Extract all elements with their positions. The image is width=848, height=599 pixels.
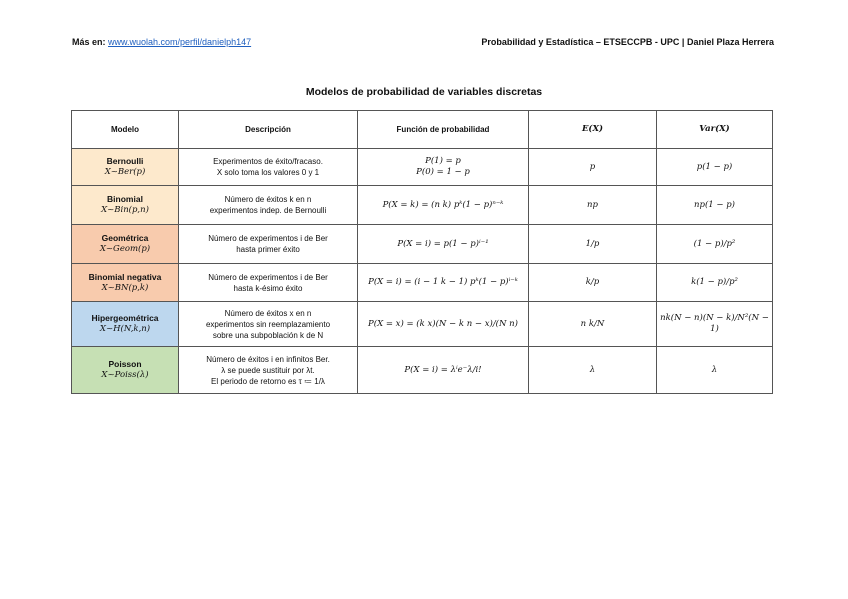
model-notation: X~Poiss(λ) (101, 370, 149, 380)
profile-link[interactable]: www.wuolah.com/perfil/danielph147 (108, 37, 252, 47)
variance-cell: k(1 − p)/p² (657, 264, 773, 302)
pmf-line: P(0) = 1 − p (416, 167, 470, 177)
description-line: Número de éxitos i en infinitos Ber. (206, 354, 330, 364)
col-header-mean: E(X) (529, 111, 657, 149)
table-row (72, 302, 773, 347)
description-line: hasta k-ésimo éxito (233, 283, 303, 293)
model-name: Hipergeométrica (91, 313, 159, 323)
mean-cell: 1/p (529, 225, 657, 264)
description-cell (179, 264, 358, 302)
header-more-prefix: Más en: (72, 37, 109, 47)
description-cell (179, 347, 358, 394)
description-line: X solo toma los valores 0 y 1 (216, 168, 320, 177)
description-line: Experimentos de éxito/fracaso. (213, 157, 323, 166)
col-header-description: Descripción (179, 111, 358, 149)
mean-cell: k/p (529, 264, 657, 302)
description-line: El periodo de retorno es τ ≔ 1/λ (211, 376, 325, 386)
pmf-line: P(X = i) = p(1 − p)ⁱ⁻¹ (397, 238, 489, 249)
col-header-model: Modelo (72, 111, 179, 149)
col-header-pmf: Función de probabilidad (358, 111, 529, 149)
model-cell (72, 225, 179, 264)
model-cell (72, 302, 179, 347)
pmf-cell (358, 149, 529, 186)
table-header-row (72, 111, 773, 149)
description-line: hasta primer éxito (236, 245, 300, 254)
col-header-variance: Var(X) (657, 111, 773, 149)
variance-cell: nk(N − n)(N − k)/N²(N − 1) (657, 302, 773, 347)
description-cell (179, 149, 358, 186)
model-cell (72, 149, 179, 186)
model-notation: X~Ber(p) (104, 167, 146, 177)
table-row (72, 225, 773, 264)
table-row (72, 347, 773, 394)
model-name: Bernoulli (106, 156, 144, 166)
page-title: Modelos de probabilidad de variables discretas (305, 86, 543, 98)
model-name: Geométrica (101, 233, 149, 243)
pmf-cell (358, 347, 529, 394)
description-cell (179, 225, 358, 264)
model-name: Binomial (107, 194, 143, 204)
variance-cell: λ (657, 347, 773, 394)
pmf-line: P(X = x) = (k x)(N − k n − x)/(N n) (368, 318, 518, 329)
pmf-line: P(1) = p (425, 156, 461, 166)
pmf-cell (358, 186, 529, 225)
description-line: Número de experimentos i de Ber (208, 234, 328, 243)
table-row (72, 264, 773, 302)
model-name: Poisson (108, 359, 142, 369)
table-row (72, 149, 773, 186)
variance-cell: p(1 − p) (657, 149, 773, 186)
pmf-line: P(X = k) = (n k) pᵏ(1 − p)ⁿ⁻ᵏ (382, 199, 504, 210)
pmf-cell (358, 302, 529, 347)
description-line: experimentos sin reemplazamiento (205, 319, 331, 329)
model-cell (72, 347, 179, 394)
pmf-cell (358, 225, 529, 264)
model-cell (72, 264, 179, 302)
description-line: Número de experimentos i de Ber (208, 272, 328, 282)
pmf-line: P(X = i) = λⁱe⁻λ/i! (404, 364, 482, 375)
description-line: λ se puede sustituir por λt. (221, 365, 315, 375)
header-more-link (72, 37, 251, 47)
mean-cell: λ (529, 347, 657, 394)
mean-cell: n k/N (529, 302, 657, 347)
model-cell (72, 186, 179, 225)
description-cell (179, 186, 358, 225)
model-name: Binomial negativa (88, 271, 162, 282)
model-notation: X~H(N,k,n) (99, 324, 151, 334)
description-cell (179, 302, 358, 347)
description-line: sobre una subpoblación k de N (212, 330, 324, 340)
description-line: experimentos indep. de Bernoulli (209, 206, 327, 215)
pmf-line: P(X = i) = (i − 1 k − 1) pᵏ(1 − p)ⁱ⁻ᵏ (368, 277, 518, 287)
mean-cell: p (529, 149, 657, 186)
model-notation: X~Bin(p,n) (101, 205, 149, 215)
pmf-cell (358, 264, 529, 302)
description-line: Número de éxitos k en n (224, 195, 312, 204)
model-notation: X~Geom(p) (99, 244, 151, 254)
header-course-info: Probabilidad y Estadística – ETSECCPB - UPC | Daniel Plaza Herrera (481, 37, 774, 47)
table-row (72, 186, 773, 225)
model-notation: X~BN(p,k) (101, 282, 149, 293)
description-line: Número de éxitos x en n (224, 308, 312, 318)
variance-cell: (1 − p)/p² (657, 225, 773, 264)
models-table (71, 110, 773, 394)
variance-cell: np(1 − p) (657, 186, 773, 225)
mean-cell: np (529, 186, 657, 225)
